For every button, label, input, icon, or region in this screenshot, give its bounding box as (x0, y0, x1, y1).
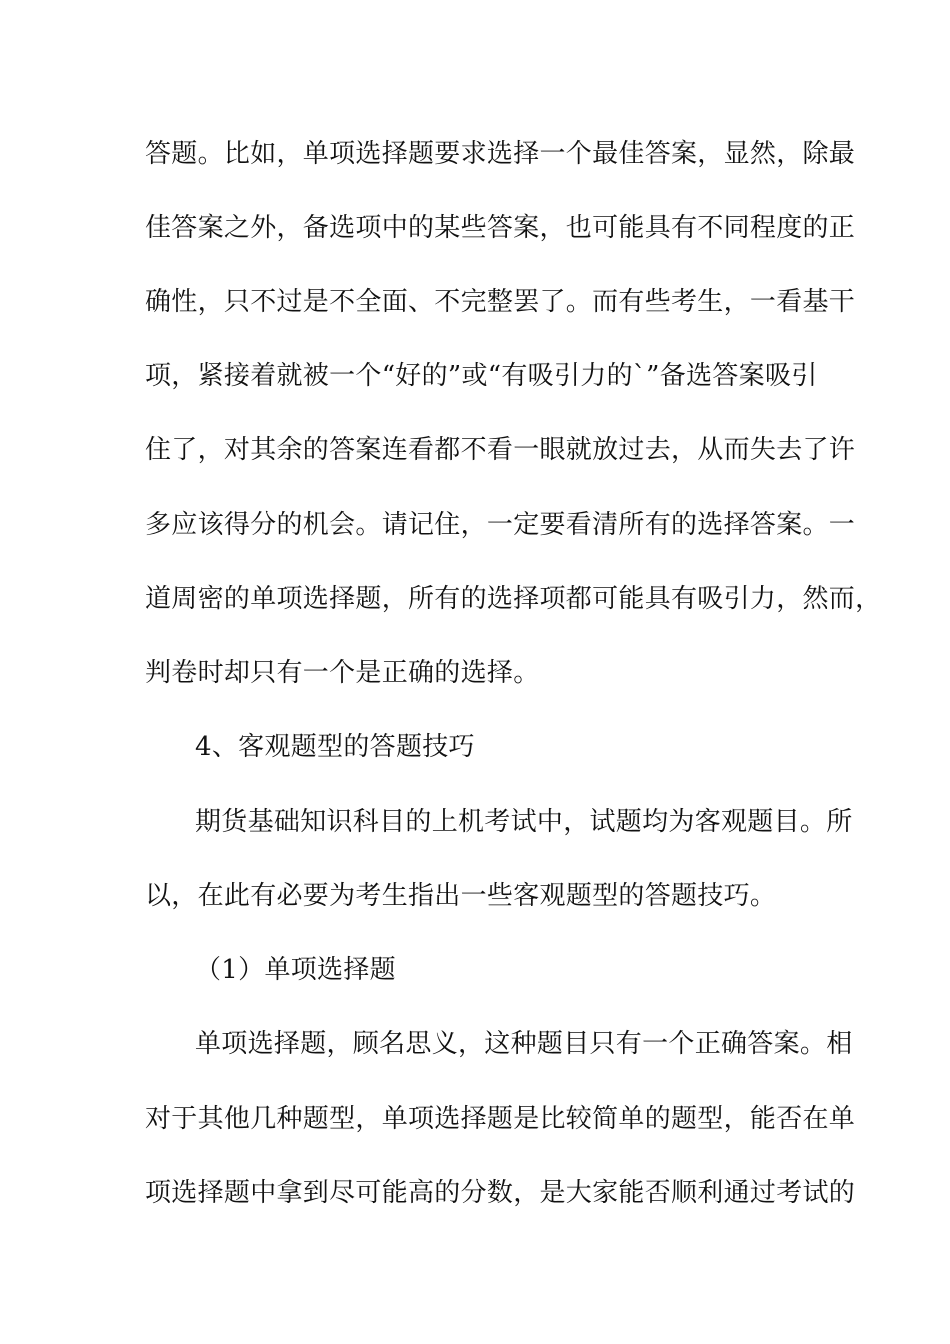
paragraph-line: 单项选择题，顾名思义，这种题目只有一个正确答案。相 (195, 1029, 853, 1059)
paragraph-line: 期货基础知识科目的上机考试中，试题均为客观题目。所 (195, 807, 853, 837)
paragraph-line: 多应该得分的机会。请记住，一定要看清所有的选择答案。一 (145, 510, 856, 540)
paragraph-line: 佳答案之外，备选项中的某些答案，也可能具有不同程度的正 (145, 213, 856, 243)
paragraph-line: 住了，对其余的答案连看都不看一眼就放过去，从而失去了许 (145, 435, 856, 465)
paragraph-line: 对于其他几种题型，单项选择题是比较简单的题型，能否在单 (145, 1104, 856, 1134)
paragraph-line: 道周密的单项选择题，所有的选择项都可能具有吸引力，然而， (145, 584, 882, 614)
paragraph-line: 确性，只不过是不全面、不完整罢了。而有些考生，一看基干 (145, 287, 856, 317)
paragraph-line: 以，在此有必要为考生指出一些客观题型的答题技巧。 (145, 881, 777, 911)
paragraph-line: 项选择题中拿到尽可能高的分数，是大家能否顺利通过考试的 (145, 1178, 856, 1208)
paragraph-line: 项，紧接着就被一个“好的”或“有吸引力的`”备选答案吸引 (145, 361, 818, 391)
section-heading: 4、客观题型的答题技巧 (195, 732, 475, 762)
paragraph-line: 答题。比如，单项选择题要求选择一个最佳答案，显然，除最 (145, 139, 856, 169)
subsection-heading: （1）单项选择题 (195, 955, 396, 985)
paragraph-line: 判卷时却只有一个是正确的选择。 (145, 658, 540, 688)
